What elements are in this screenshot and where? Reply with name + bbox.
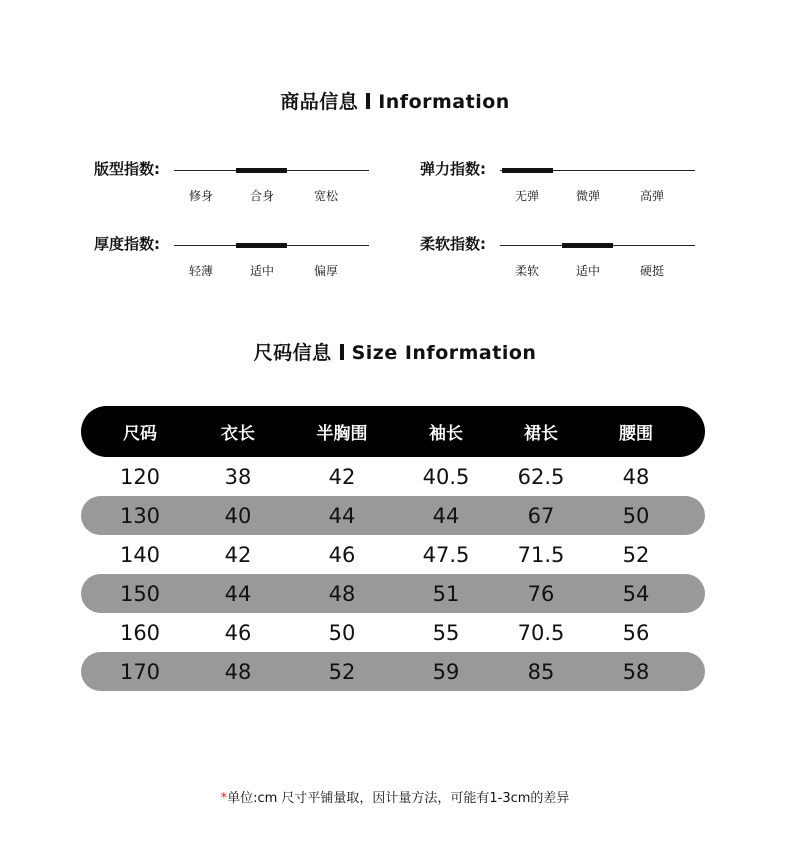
table-cell: 44 — [328, 503, 356, 528]
table-header — [81, 406, 705, 457]
size-table — [81, 406, 705, 691]
indicator-option: 微弹 — [575, 189, 600, 203]
indicator-label: 柔软指数: — [420, 235, 486, 253]
table-cell: 42 — [328, 464, 356, 489]
title-separator — [340, 344, 344, 360]
table-cell: 70.5 — [517, 620, 565, 645]
header-cell: 半胸围 — [316, 424, 368, 444]
header-cell: 腰围 — [619, 424, 653, 444]
indicator-option: 高弹 — [639, 189, 664, 203]
table-cell: 56 — [622, 620, 650, 645]
table-cell: 44 — [224, 581, 252, 606]
table-row — [81, 457, 705, 496]
table-cell: 85 — [527, 659, 555, 684]
indicator-thickness — [94, 234, 404, 284]
indicator-option: 无弹 — [514, 189, 539, 203]
product-info-title — [0, 87, 790, 114]
indicator-mark — [236, 168, 287, 173]
note-text: 单位:cm 尺寸平铺量取，因计量方法，可能有1-3cm的差异 — [227, 791, 570, 806]
table-cell: 52 — [622, 542, 650, 567]
header-cell: 尺码 — [123, 424, 157, 444]
indicator-mark — [236, 243, 287, 248]
table-cell: 40 — [224, 503, 252, 528]
header-cell: 袖长 — [429, 424, 463, 444]
indicator-option: 偏厚 — [313, 264, 338, 278]
table-cell: 52 — [328, 659, 356, 684]
table-row — [81, 535, 705, 574]
indicator-option: 柔软 — [514, 264, 539, 278]
table-cell: 54 — [622, 581, 650, 606]
table-cell: 44 — [432, 503, 460, 528]
size-info-title — [0, 338, 790, 365]
table-cell: 55 — [432, 620, 460, 645]
indicator-fit — [94, 159, 404, 209]
table-cell: 46 — [328, 542, 356, 567]
table-cell: 42 — [224, 542, 252, 567]
indicator-option: 修身 — [188, 189, 213, 203]
table-cell: 50 — [622, 503, 650, 528]
table-cell: 46 — [224, 620, 252, 645]
table-cell: 47.5 — [422, 542, 470, 567]
indicator-option: 轻薄 — [188, 264, 213, 278]
indicator-label: 弹力指数: — [420, 160, 486, 178]
indicator-mark — [502, 168, 553, 173]
indicator-option: 硬挺 — [639, 264, 664, 278]
table-cell: 48 — [622, 464, 650, 489]
header-cell: 衣长 — [221, 424, 255, 444]
table-cell: 170 — [119, 659, 161, 684]
table-row — [81, 613, 705, 652]
indicator-label: 厚度指数: — [94, 235, 160, 253]
table-cell: 51 — [432, 581, 460, 606]
indicator-option: 适中 — [575, 264, 600, 278]
note-star: * — [220, 791, 228, 806]
indicator-option: 宽松 — [313, 189, 338, 203]
measurement-note — [0, 787, 790, 806]
table-cell: 130 — [119, 503, 161, 528]
table-row — [81, 574, 705, 613]
table-cell: 71.5 — [517, 542, 565, 567]
table-cell: 50 — [328, 620, 356, 645]
table-cell: 40.5 — [422, 464, 470, 489]
table-cell: 38 — [224, 464, 252, 489]
indicator-label: 版型指数: — [94, 160, 160, 178]
table-row — [81, 652, 705, 691]
table-cell: 59 — [432, 659, 460, 684]
indicator-softness — [420, 234, 730, 284]
table-cell: 76 — [527, 581, 555, 606]
indicator-mark — [562, 243, 613, 248]
indicator-option: 适中 — [249, 264, 274, 278]
table-cell: 67 — [527, 503, 555, 528]
table-cell: 62.5 — [517, 464, 565, 489]
table-cell: 160 — [119, 620, 161, 645]
indicator-option: 合身 — [249, 189, 274, 203]
header-cell: 裙长 — [524, 424, 558, 444]
size-info-title-en: Size Information — [351, 342, 537, 364]
indicator-elasticity — [420, 159, 730, 209]
product-info-title-en: Information — [378, 91, 510, 113]
title-separator — [366, 93, 370, 109]
product-info-title-cn: 商品信息 — [280, 91, 359, 113]
table-cell: 140 — [119, 542, 161, 567]
table-cell: 48 — [224, 659, 252, 684]
table-cell: 120 — [119, 464, 161, 489]
table-cell: 58 — [622, 659, 650, 684]
table-cell: 48 — [328, 581, 356, 606]
table-row — [81, 496, 705, 535]
table-cell: 150 — [119, 581, 161, 606]
size-info-title-cn: 尺码信息 — [253, 342, 332, 364]
